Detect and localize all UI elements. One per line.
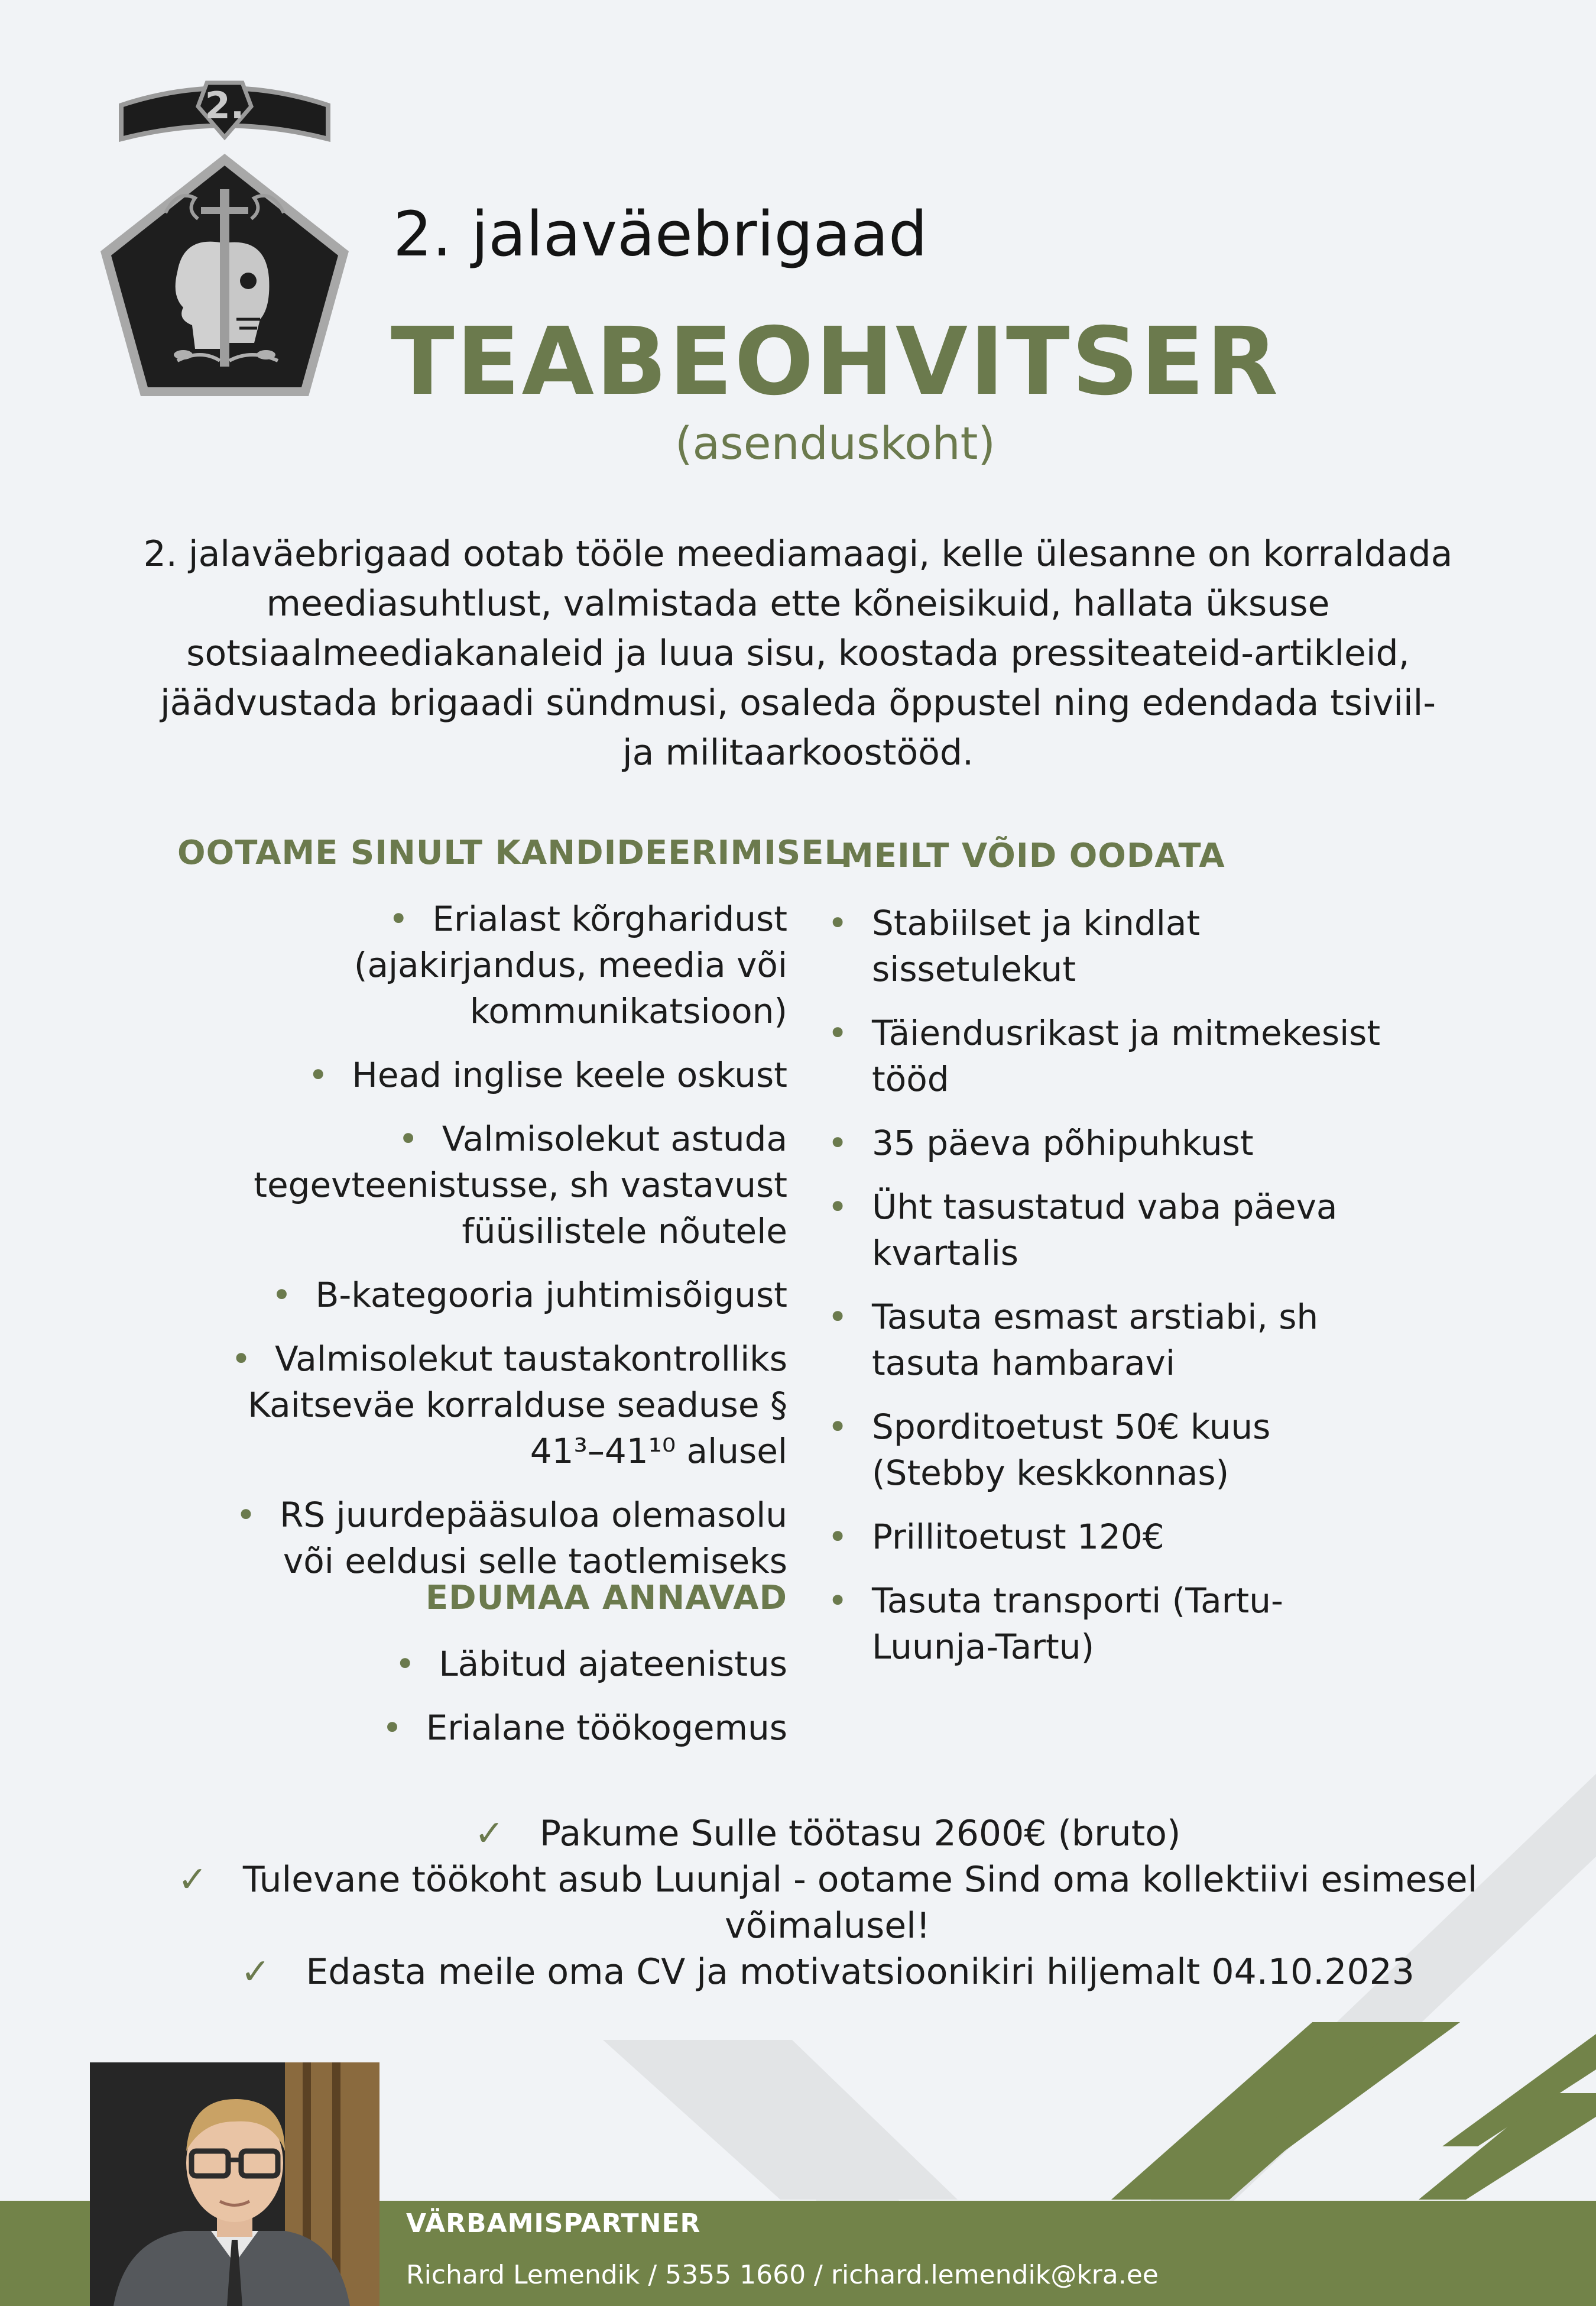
page-subtitle: (asenduskoht) xyxy=(674,417,996,469)
bullet-icon: • xyxy=(828,1580,848,1621)
bullet-icon: • xyxy=(235,1495,257,1535)
checkmark-icon: ✓ xyxy=(241,1951,271,1993)
bullet-icon: • xyxy=(828,903,848,943)
offer-item: ✓ Edasta meile oma CV ja motivatsioonikiri hiljemalt 04.10.2023 xyxy=(241,1951,1415,1993)
recruiter-portrait-icon xyxy=(90,2062,379,2306)
advantages-heading: EDUMAA ANNAVAD xyxy=(425,1579,787,1617)
benefits-heading: MEILT VÕID OODATA xyxy=(841,837,1225,875)
list-item: • Erialane töökogemus xyxy=(382,1708,787,1748)
list-item: • Stabiilset ja kindlat sissetulekut xyxy=(828,900,1407,992)
list-item: • Prillitoetust 120€ xyxy=(828,1514,1407,1560)
requirements-list xyxy=(177,896,787,1602)
list-item: • 35 päeva põhipuhkust xyxy=(828,1120,1407,1166)
list-item: • Täiendusrikast ja mitmekesist tööd xyxy=(828,1010,1407,1102)
bullet-icon: • xyxy=(828,1297,848,1337)
list-item: • Sporditoetust 50€ kuus (Stebby keskkonnas) xyxy=(828,1404,1407,1496)
bullet-icon: • xyxy=(828,1517,848,1557)
bullet-icon: • xyxy=(382,1708,403,1748)
advantages-list xyxy=(177,1641,787,1769)
list-item: • Tasuta esmast arstiabi, sh tasuta hambaravi xyxy=(828,1294,1407,1386)
list-item: • RS juurdepääsuloa olemasolu või eeldusi selle taotlemiseks xyxy=(235,1495,787,1581)
bullet-icon: • xyxy=(395,1644,416,1684)
list-item: • Läbitud ajateenistus xyxy=(395,1644,787,1684)
bullet-icon: • xyxy=(308,1055,329,1095)
list-item: • Tasuta transporti (Tartu-Luunja-Tartu) xyxy=(828,1578,1407,1670)
footer-label: VÄRBAMISPARTNER xyxy=(406,2208,701,2239)
benefits-list xyxy=(828,900,1407,1688)
bullet-icon: • xyxy=(828,1013,848,1053)
brigade-name: 2. jalaväebrigaad xyxy=(393,198,927,270)
offer-item: ✓ Pakume Sulle töötasu 2600€ (bruto) xyxy=(474,1813,1181,1854)
list-item: • Valmisolekut astuda tegevteenistusse, sh vastavust füüsilistele nõutele xyxy=(254,1119,787,1251)
requirements-heading: OOTAME SINULT KANDIDEERIMISEL xyxy=(177,834,846,872)
list-item: • B-kategooria juhtimisõigust xyxy=(271,1275,787,1315)
bullet-icon: • xyxy=(398,1119,419,1159)
recruiter-photo xyxy=(90,2062,379,2306)
bullet-icon: • xyxy=(231,1339,252,1379)
logo-badge-text: 2. xyxy=(205,84,245,127)
bullet-icon: • xyxy=(828,1187,848,1227)
recruiter-contact: Richard Lemendik / 5355 1660 / richard.lemendik@kra.ee xyxy=(406,2260,1159,2290)
list-item: • Üht tasustatud vaba päeva kvartalis xyxy=(828,1184,1407,1276)
bullet-icon: • xyxy=(388,899,409,939)
offers-list xyxy=(177,1811,1478,1995)
intro-paragraph: 2. jalaväebrigaad ootab tööle meediamaagi, kelle ülesanne on korraldada meediasuhtlust, valmistada ette kõneisikuid, hallata üksuse sotsiaalmeediakanaleid ja luua sisu, koostada pressiteateid-artikleid, jäädvustada brigaadi sündmusi, osaleda õppustel ning edendada tsiviil- ja militaarkoostööd. xyxy=(143,533,1453,773)
list-item: • Head inglise keele oskust xyxy=(308,1055,787,1095)
bullet-icon: • xyxy=(271,1275,292,1315)
page-title: TEABEOHVITSER xyxy=(390,307,1280,416)
offer-item: ✓ Tulevane töökoht asub Luunjal - ootame Sind oma kollektiivi esimesel võimalusel! xyxy=(177,1859,1478,1947)
bullet-icon: • xyxy=(828,1123,848,1163)
bullet-icon: • xyxy=(828,1407,848,1447)
list-item: • Valmisolekut taustakontrolliks Kaitseväe korralduse seaduse § 41³–41¹⁰ alusel xyxy=(231,1339,787,1471)
checkmark-icon: ✓ xyxy=(177,1859,207,1900)
checkmark-icon: ✓ xyxy=(474,1813,504,1854)
list-item: • Erialast kõrgharidust (ajakirjandus, meedia või kommunikatsioon) xyxy=(353,899,787,1031)
